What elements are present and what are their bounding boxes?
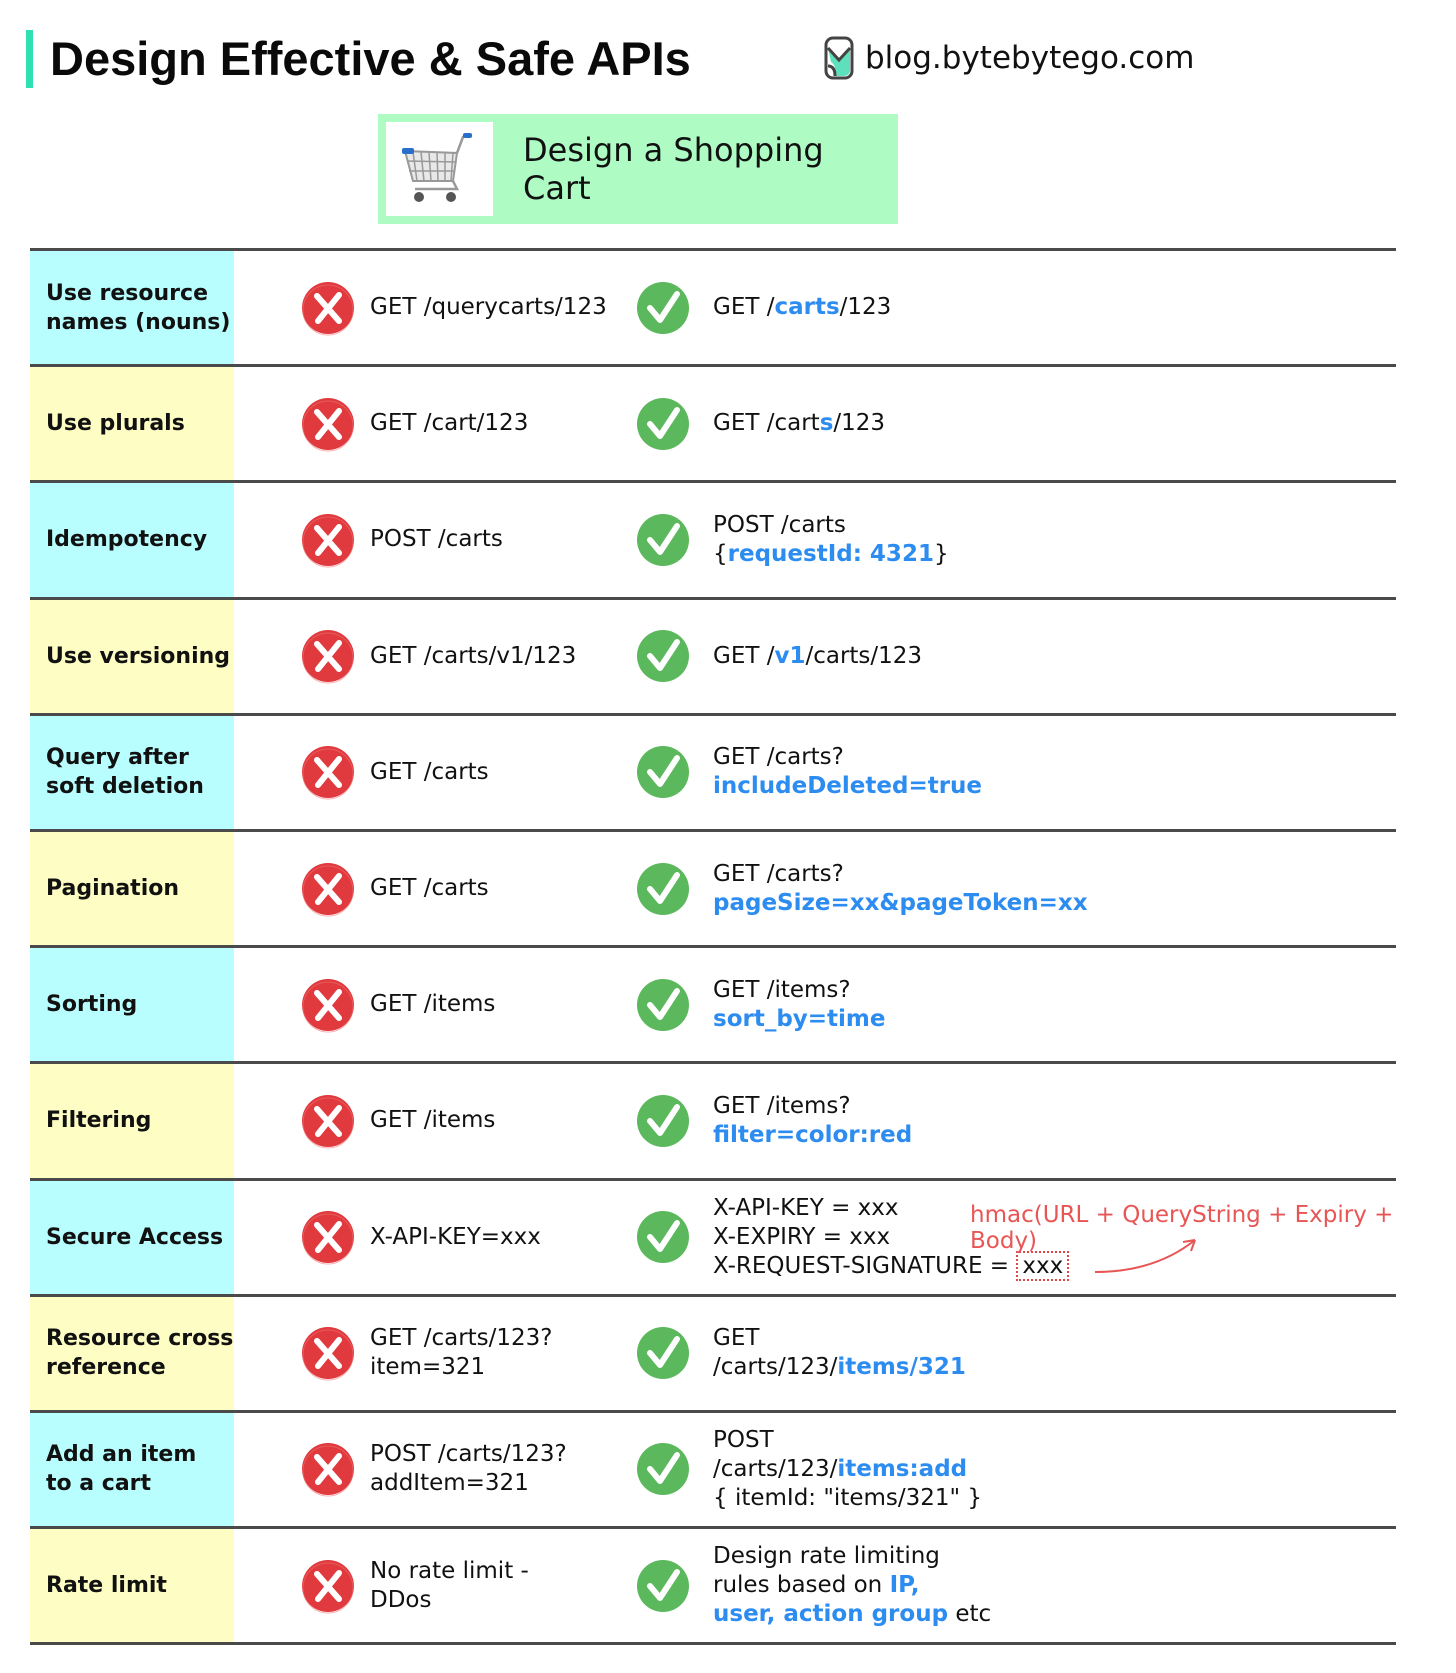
row-label-line: soft deletion (46, 774, 204, 800)
good-example-line (713, 1121, 912, 1150)
check-mark-icon (635, 1209, 691, 1265)
bad-example (300, 251, 607, 364)
good-example (635, 1064, 912, 1177)
bad-example-line: GET /items (370, 1107, 496, 1134)
bad-example (300, 600, 576, 713)
good-example-line (713, 976, 886, 1005)
table-row (30, 1061, 1396, 1177)
check-mark-icon (635, 628, 691, 684)
good-example-line (713, 540, 949, 569)
good-text: GET /cart (713, 410, 820, 437)
brand (823, 36, 1194, 80)
good-example (635, 367, 885, 480)
row-label (30, 1181, 234, 1294)
bad-example-line: addItem=321 (370, 1470, 529, 1497)
row-label-line: Filtering (46, 1108, 152, 1134)
bad-example-line: GET /querycarts/123 (370, 294, 607, 321)
x-mark-icon (300, 1441, 356, 1497)
x-mark-icon (300, 1093, 356, 1149)
bad-example-line: item=321 (370, 1354, 486, 1381)
highlight-text: requestId: 4321 (727, 540, 934, 567)
bad-example (300, 1413, 567, 1526)
good-text: Design rate limiting (713, 1543, 940, 1570)
row-label (30, 948, 234, 1061)
good-example (635, 1413, 982, 1526)
row-label (30, 716, 234, 829)
x-mark-icon (300, 1209, 356, 1265)
bad-example-line: X-API-KEY=xxx (370, 1223, 541, 1250)
good-text: GET /carts? (713, 744, 844, 771)
x-mark-icon (300, 396, 356, 452)
hero-image (386, 122, 493, 216)
table-row (30, 945, 1396, 1061)
check-mark-icon (635, 1325, 691, 1381)
bad-example-line: GET /carts/v1/123 (370, 642, 577, 669)
arrow-icon (1095, 1232, 1205, 1282)
table-row (30, 1294, 1396, 1410)
bad-example-line: No rate limit - (370, 1557, 529, 1584)
good-text: X-API-KEY = xxx (713, 1194, 899, 1221)
row-label (30, 483, 234, 596)
good-text: etc (948, 1601, 992, 1628)
good-text: GET (713, 1325, 760, 1352)
x-mark-icon (300, 280, 356, 336)
highlight-text: v1 (774, 642, 806, 669)
good-example-line (713, 743, 982, 772)
good-example-line (713, 1455, 982, 1484)
table-row (30, 597, 1396, 713)
bad-example-line: DDos (370, 1586, 432, 1613)
table-row (30, 480, 1396, 596)
good-example-line (713, 1252, 1069, 1281)
good-example (635, 716, 982, 829)
good-text: { (713, 540, 728, 567)
highlight-text: items/321 (837, 1354, 966, 1381)
good-text: } (933, 540, 949, 567)
good-text: GET / (713, 294, 775, 321)
good-example (635, 1529, 991, 1642)
good-text: /123 (833, 410, 886, 437)
good-text: GET /items? (713, 1092, 851, 1119)
table-row (30, 829, 1396, 945)
check-mark-icon (635, 512, 691, 568)
row-label-line: Resource cross (46, 1326, 234, 1352)
hmac-annotation: hmac(URL + QueryString + Expiry + Body) (970, 1202, 1394, 1254)
bad-example-line: GET /carts (370, 758, 489, 785)
row-label (30, 1413, 234, 1526)
table-row (30, 248, 1396, 364)
x-mark-icon (300, 628, 356, 684)
good-example-line (713, 642, 922, 671)
good-text: /123 (839, 294, 892, 321)
table-row (30, 1410, 1396, 1526)
row-label-line: Idempotency (46, 527, 208, 553)
good-text: /carts/123/ (713, 1354, 838, 1381)
check-mark-icon (635, 396, 691, 452)
good-example (635, 948, 886, 1061)
bad-example-line: POST /carts/123? (370, 1441, 567, 1468)
good-example-line (713, 889, 1088, 918)
good-example-line (713, 1353, 966, 1382)
good-text: POST /carts (713, 511, 846, 538)
bad-example-line: GET /items (370, 991, 496, 1018)
bad-example (300, 948, 495, 1061)
bad-example (300, 716, 489, 829)
highlight-text: includeDeleted=true (713, 773, 983, 800)
check-mark-icon (635, 744, 691, 800)
row-label (30, 832, 234, 945)
x-mark-icon (300, 977, 356, 1033)
good-example-line (713, 1542, 991, 1571)
good-example-line (713, 1571, 991, 1600)
x-mark-icon (300, 861, 356, 917)
good-example (635, 251, 891, 364)
good-text: GET /items? (713, 976, 851, 1003)
good-text: X-EXPIRY = xxx (713, 1223, 891, 1250)
good-text: POST (713, 1426, 774, 1453)
check-mark-icon (635, 280, 691, 336)
good-example-line (713, 293, 891, 322)
good-text: GET / (713, 642, 775, 669)
bad-example (300, 1064, 495, 1177)
good-example-line (713, 511, 949, 540)
good-example-line (713, 1426, 982, 1455)
check-mark-icon (635, 977, 691, 1033)
title-accent-bar (26, 30, 33, 88)
table-row (30, 1526, 1396, 1645)
check-mark-icon (635, 861, 691, 917)
row-label-line: Query after (46, 745, 189, 771)
row-label (30, 1529, 234, 1642)
good-text: X-REQUEST-SIGNATURE = (713, 1252, 1017, 1279)
bad-example (300, 832, 489, 945)
check-mark-icon (635, 1093, 691, 1149)
good-example-line (713, 409, 885, 438)
row-label-line: Rate limit (46, 1573, 167, 1599)
row-label (30, 251, 234, 364)
row-label (30, 1064, 234, 1177)
highlight-text: pageSize=xx&pageToken=xx (713, 889, 1088, 916)
check-mark-icon (635, 1441, 691, 1497)
good-example (635, 832, 1088, 945)
bad-example-line: GET /carts/123? (370, 1325, 553, 1352)
page-title: Design Effective & Safe APIs (50, 32, 691, 85)
row-label-line: names (nouns) (46, 309, 231, 335)
bad-example-line: POST /carts (370, 526, 503, 553)
x-mark-icon (300, 1558, 356, 1614)
row-label-line: Add an item (46, 1442, 197, 1468)
good-example-line (713, 1484, 982, 1513)
highlight-text: IP, (889, 1572, 920, 1599)
check-mark-icon (635, 1558, 691, 1614)
bad-example (300, 367, 528, 480)
row-label-line: Use versioning (46, 643, 231, 669)
good-example (635, 483, 949, 596)
highlight-text: filter=color:red (713, 1121, 913, 1148)
shopping-cart-icon (399, 131, 479, 207)
row-label (30, 367, 234, 480)
good-text: /carts/123 (805, 642, 923, 669)
highlight-text: s (819, 410, 834, 437)
row-label-line: Secure Access (46, 1224, 224, 1250)
bad-example-line: GET /cart/123 (370, 410, 529, 437)
good-example-line (713, 1005, 886, 1034)
good-example (635, 600, 922, 713)
row-label (30, 1297, 234, 1410)
bad-example (300, 483, 503, 596)
highlight-text: user, action group (713, 1601, 949, 1628)
row-label-line: Pagination (46, 876, 180, 902)
good-example-line (713, 772, 982, 801)
hero-banner (378, 114, 898, 224)
bad-example-line: GET /carts (370, 875, 489, 902)
table-row (30, 364, 1396, 480)
good-example-line (713, 1092, 912, 1121)
x-mark-icon (300, 512, 356, 568)
good-example-line (713, 860, 1088, 889)
row-label-line: to a cart (46, 1471, 152, 1497)
row-label (30, 600, 234, 713)
row-label-line: reference (46, 1355, 166, 1381)
good-text: { itemId: "items/321" } (713, 1484, 983, 1511)
highlight-text: sort_by=time (713, 1005, 886, 1032)
good-text: GET /carts? (713, 860, 844, 887)
table-row (30, 713, 1396, 829)
good-text: rules based on (713, 1572, 890, 1599)
signature-value: xxx (1016, 1251, 1069, 1281)
bad-example (300, 1529, 529, 1642)
good-example-line (713, 1324, 966, 1353)
x-mark-icon (300, 744, 356, 800)
good-example-line (713, 1600, 991, 1629)
brand-url: blog.bytebytego.com (865, 40, 1195, 76)
bytebytego-logo-icon (823, 36, 855, 80)
highlight-text: carts (774, 294, 840, 321)
highlight-text: items:add (837, 1455, 968, 1482)
good-example (635, 1297, 966, 1410)
api-guidelines-table (30, 248, 1396, 1645)
hero-label: Design a Shopping Cart (522, 131, 824, 207)
row-label-line: Use plurals (46, 411, 185, 437)
x-mark-icon (300, 1325, 356, 1381)
good-text: /carts/123/ (713, 1455, 838, 1482)
bad-example (300, 1297, 553, 1410)
row-label-line: Sorting (46, 992, 138, 1018)
row-label-line: Use resource (46, 280, 208, 306)
bad-example (300, 1181, 541, 1294)
